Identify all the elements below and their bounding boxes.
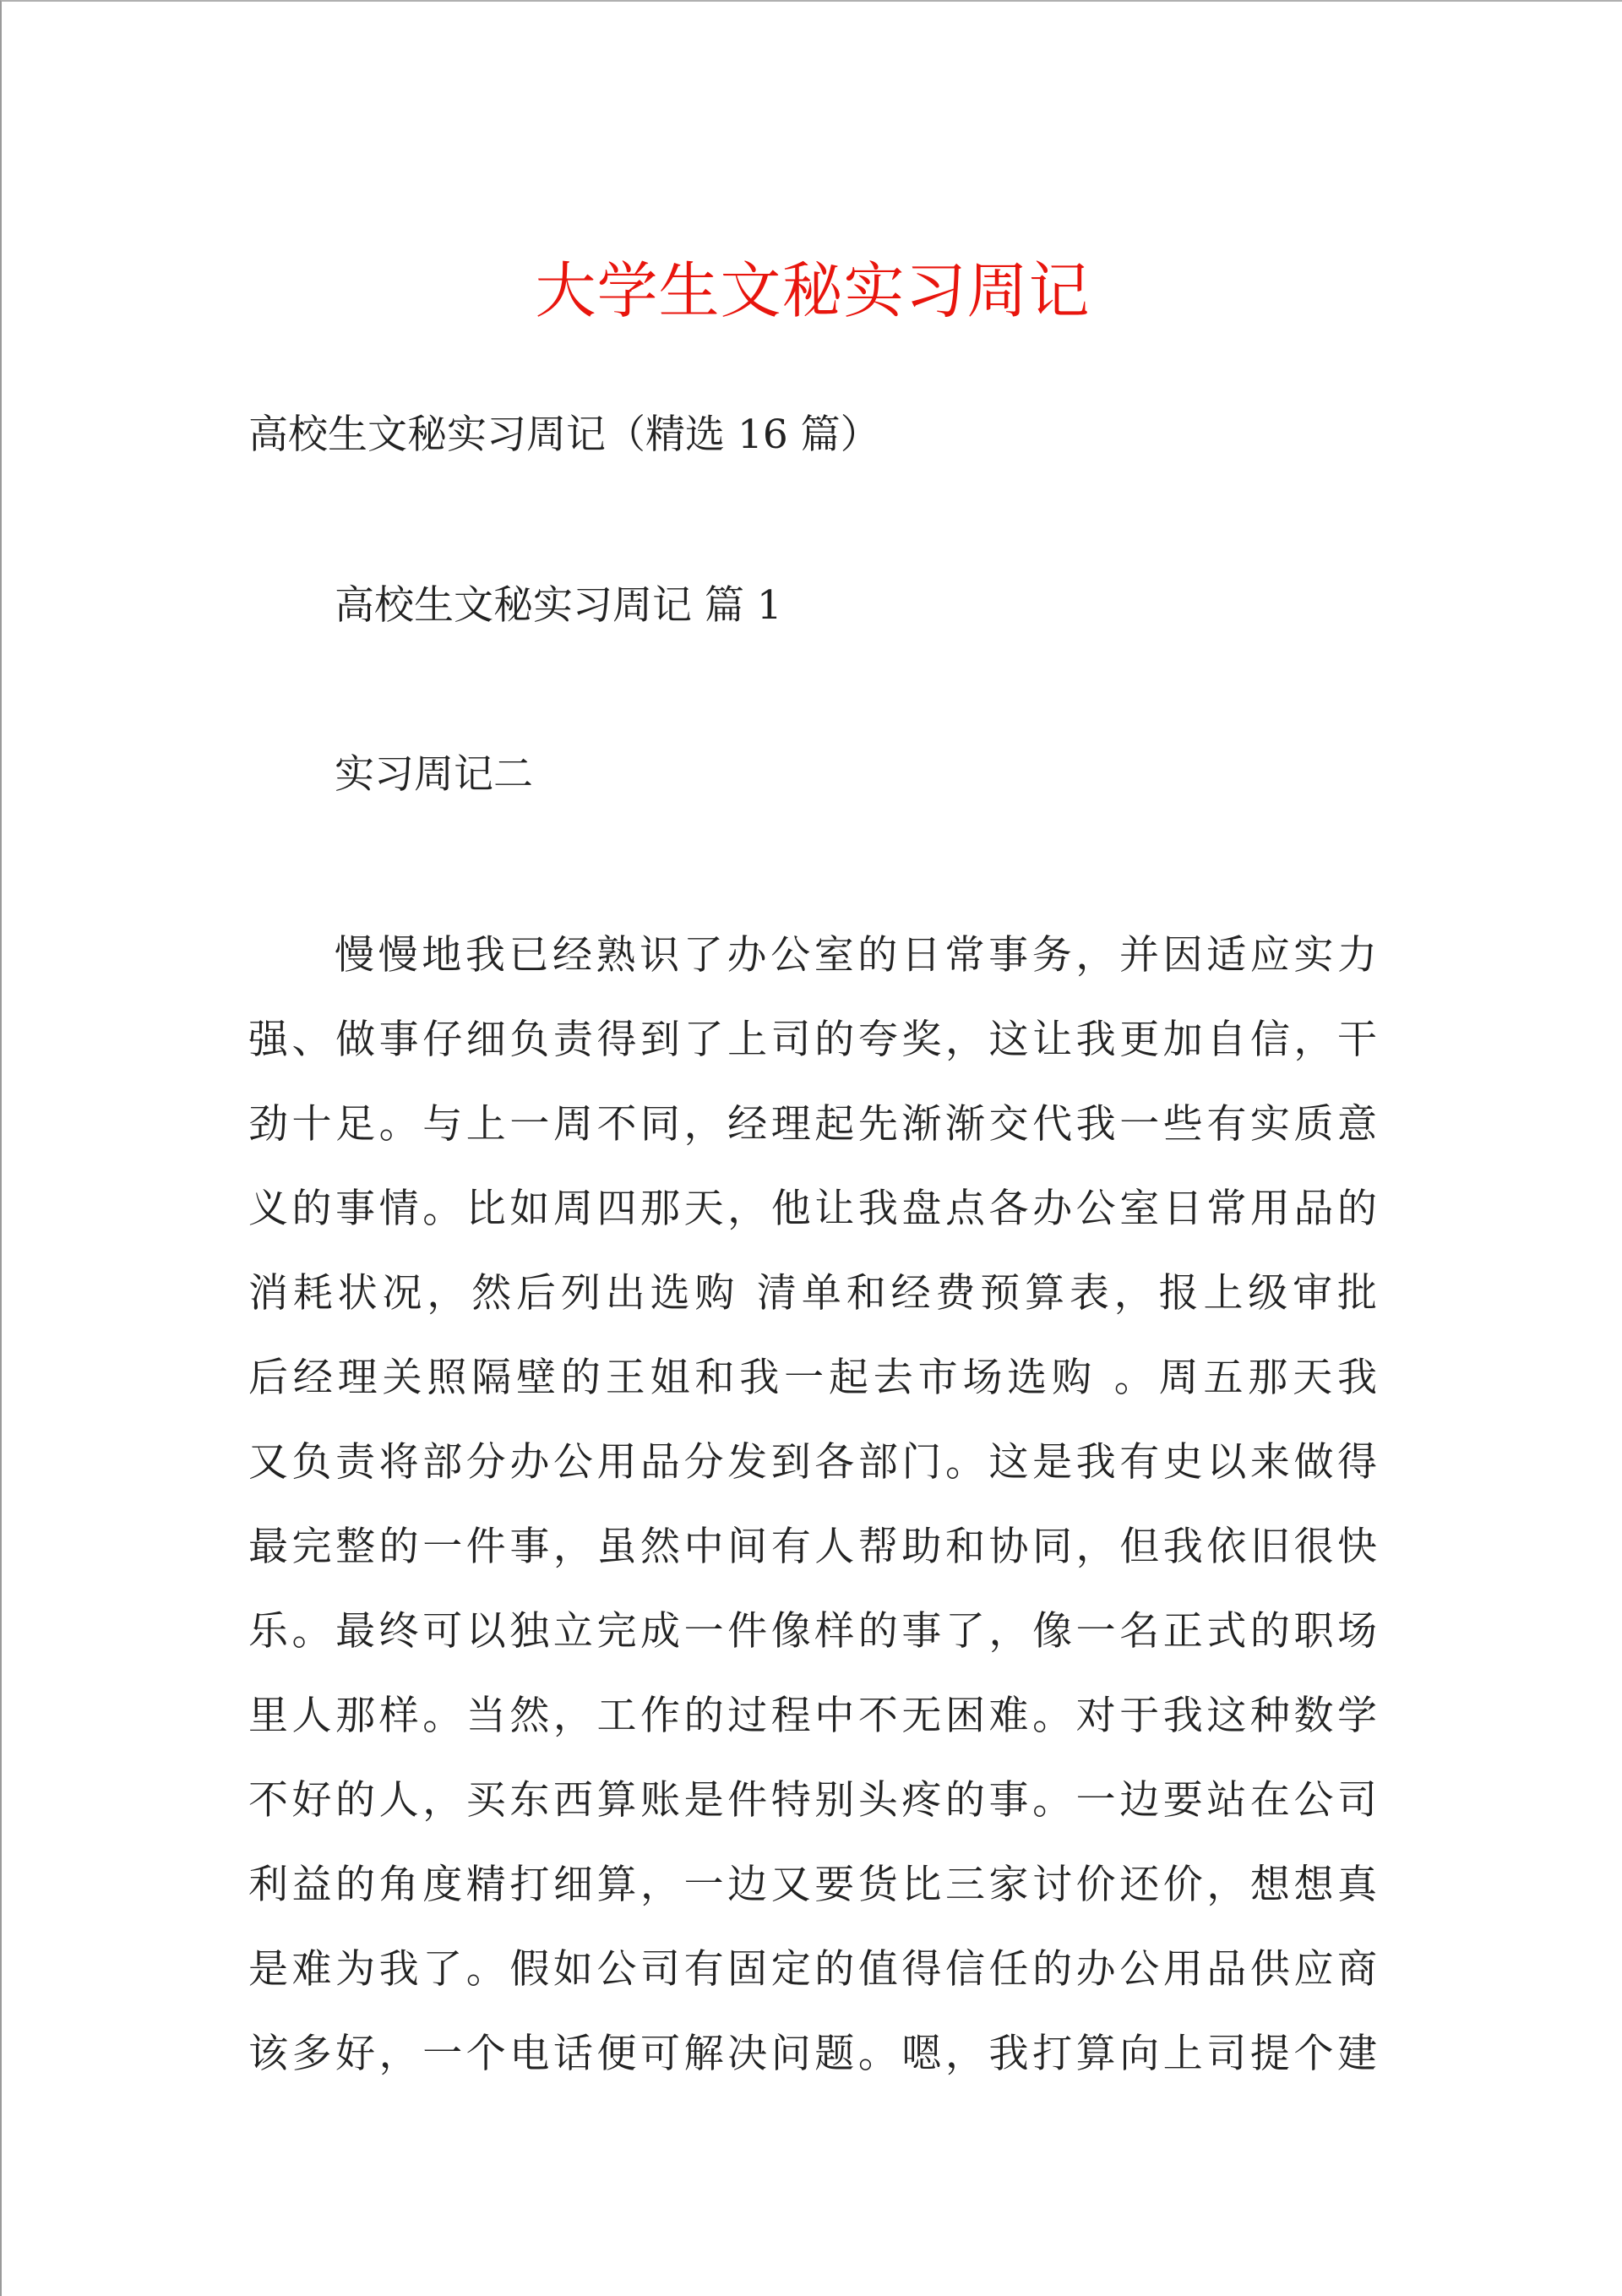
- body-line: 里人那样。当然，工作的过程中不无困难。对于我这种数学: [248, 1693, 1377, 1739]
- body-line: 乐。最终可以独立完成一件像样的事了，像一名正式的职场: [248, 1608, 1377, 1655]
- body-line: 强、做事仔细负责得到了上司的夸奖，这让我更加自信，干: [248, 1017, 1377, 1063]
- body-paragraph: [248, 913, 1377, 2097]
- body-line: 义的事情。比如周四那天，他让我盘点各办公室日常用品的: [248, 1186, 1377, 1232]
- body-line: 劲十足。与上一周不同，经理起先渐渐交代我一些有实质意: [248, 1101, 1377, 1148]
- section-heading: 高校生文秘实习周记 篇 1: [335, 582, 782, 629]
- body-line: 慢慢地我已经熟识了办公室的日常事务，并因适应实力: [335, 932, 1377, 979]
- section-subheading: 实习周记二: [335, 751, 533, 798]
- body-line: 利益的角度精打细算，一边又要货比三家讨价还价，想想真: [248, 1862, 1377, 1908]
- body-line: 是难为我了。假如公司有固定的值得信任的办公用品供应商: [248, 1946, 1377, 1993]
- document-title: 大学生文秘实习周记: [535, 255, 1091, 326]
- body-line: 最完整的一件事，虽然中间有人帮助和协同，但我依旧很快: [248, 1524, 1377, 1570]
- document-subtitle: 高校生文秘实习周记（精选 16 篇）: [248, 412, 880, 458]
- body-line: 该多好，一个电话便可解决问题。嗯，我打算向上司提个建: [248, 2031, 1377, 2077]
- body-line: 又负责将部分办公用品分发到各部门。这是我有史以来做得: [248, 1439, 1377, 1486]
- body-line: 后经理关照隔壁的王姐和我一起去市场选购 。周五那天我: [248, 1355, 1377, 1401]
- body-line: 消耗状况，然后列出选购 清单和经费预算表，报上级审批: [248, 1270, 1377, 1317]
- body-line: 不好的人，买东西算账是件特别头疼的事。一边要站在公司: [248, 1777, 1377, 1824]
